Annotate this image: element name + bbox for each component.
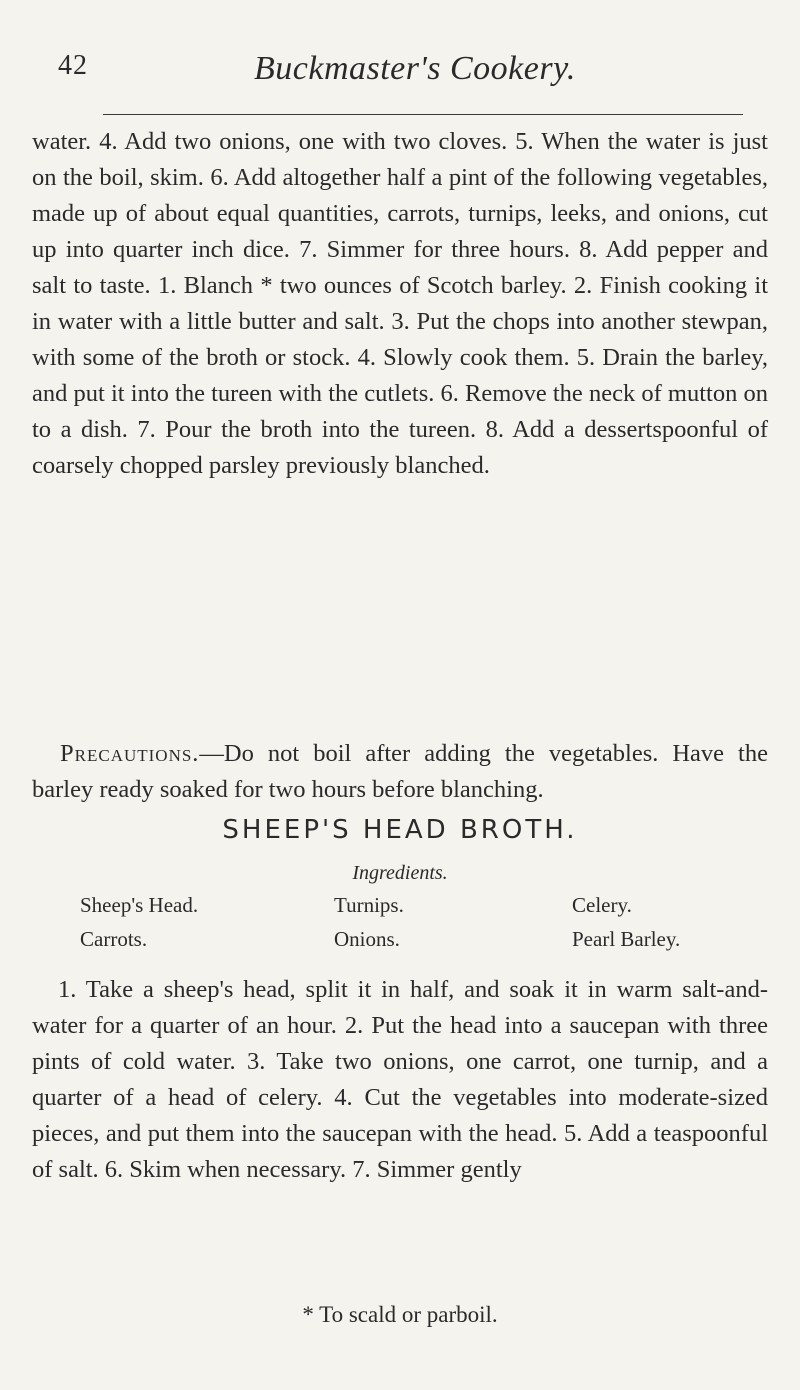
ingredient-item: Celery. <box>572 893 632 917</box>
ingredient-item: Carrots. <box>80 927 148 951</box>
page-header <box>58 50 748 110</box>
precautions-text: —Do not boil after adding the vegetables. Have the barley ready soaked for two hours before blanching. <box>32 740 768 803</box>
page-number: 42 <box>58 50 88 81</box>
precautions-paragraph <box>32 736 768 808</box>
ingredient-item: Sheep's Head. <box>80 893 199 917</box>
footnote: * To scald or parboil. <box>302 1302 498 1327</box>
header-rule <box>103 114 743 115</box>
ingredients-heading: Ingredients. <box>352 862 448 884</box>
ingredient-item: Pearl Barley. <box>572 927 681 951</box>
ingredients-list <box>80 890 720 954</box>
precautions-label: Precautions. <box>60 740 200 767</box>
recipe-method: 1. Take a sheep's head, split it in half, and soak it in warm salt-and-water for a quarter of an hour. 2. Put the head into a saucepan with three pints of cold water. 3. Take two onions, one carrot, one turnip, and a quarter of a head of celery. 4. Cut the vegetables into moderate-sized pieces, and put them into the saucepan with the head. 5. Add a teaspoonful of salt. 6. Skim when necessary. 7. Simmer gently <box>32 976 768 1183</box>
ingredient-item: Onions. <box>334 927 400 951</box>
ingredient-item: Turnips. <box>334 893 404 917</box>
body-text-upper: water. 4. Add two onions, one with two cloves. 5. When the water is just on the boil, skim. 6. Add altogether half a pint of the following vegetables, made up of about equal quantities, carrots, turnips, leeks, and onions, cut up into quarter inch dice. 7. Simmer for three hours. 8. Add pepper and salt to taste. 1. Blanch * two ounces of Scotch barley. 2. Finish cooking it in water with a little butter and salt. 3. Put the chops into another stewpan, with some of the broth or stock. 4. Slowly cook them. 5. Drain the barley, and put it into the tureen with the cutlets. 6. Remove the neck of mutton on to a dish. 7. Pour the broth into the tureen. 8. Add a dessertspoonful of coarsely chopped parsley previously blanched. <box>32 128 768 479</box>
running-title: Buckmaster's Cookery. <box>254 50 576 87</box>
recipe-title: SHEEP'S HEAD BROTH. <box>222 815 578 845</box>
